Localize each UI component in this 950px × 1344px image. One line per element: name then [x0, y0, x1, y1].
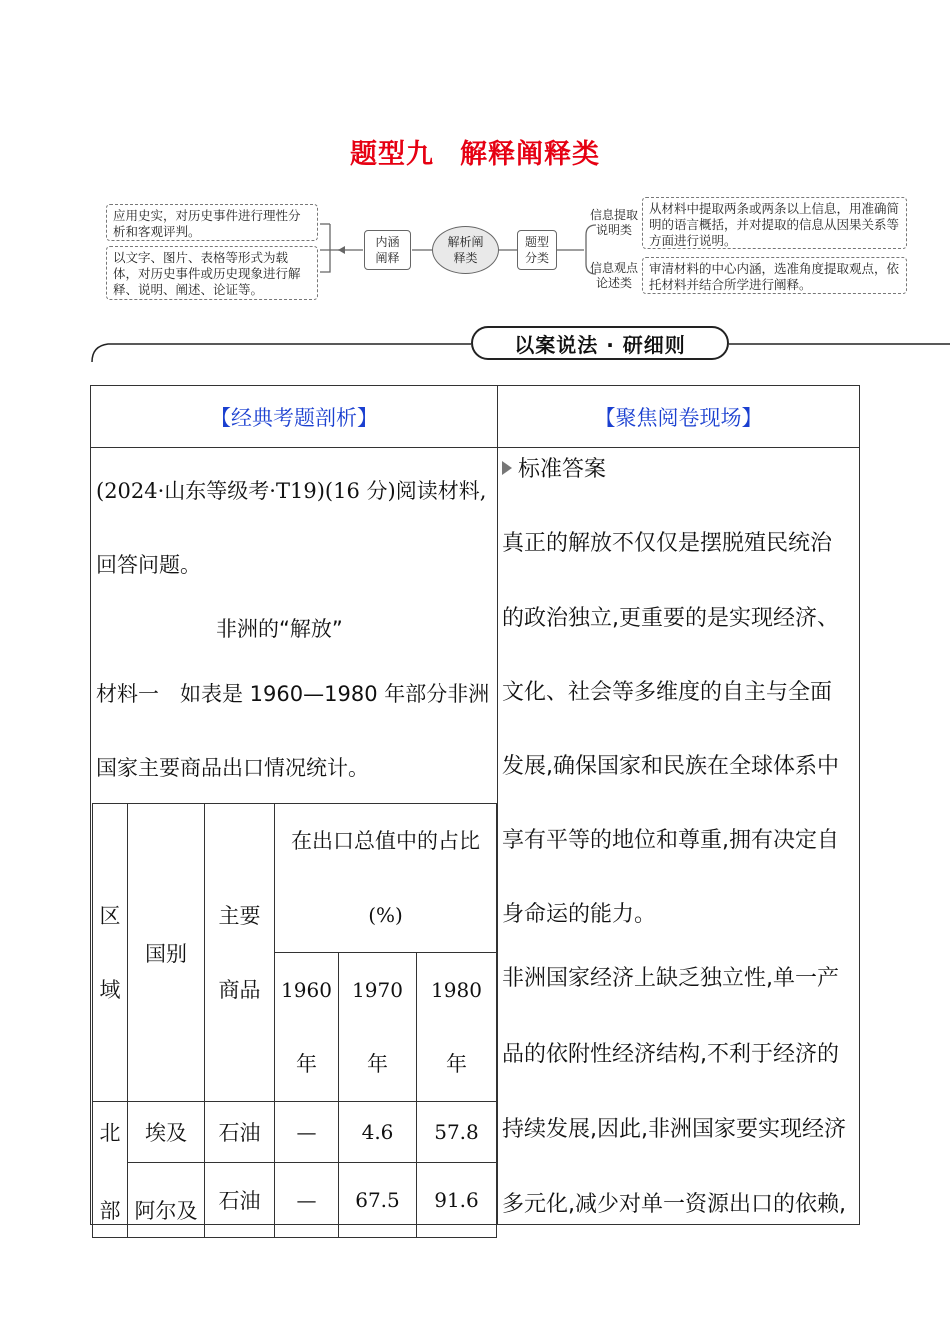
question-line: (2024·山东等级考·T19)(16 分)阅读材料,	[96, 479, 487, 503]
value-cell: 4.6	[339, 1102, 417, 1163]
answer-line: 的政治独立,更重要的是实现经济、	[502, 606, 839, 631]
node-tixing-label: 题型分类	[524, 235, 549, 265]
analysis-table	[90, 385, 860, 1225]
country-cell: 埃及	[128, 1102, 205, 1163]
header-region	[93, 804, 128, 1102]
header-divider	[91, 447, 859, 448]
right-column-header: 【聚焦阅卷现场】	[594, 405, 763, 430]
header-region-line: 域	[99, 977, 121, 1002]
export-data-table	[92, 803, 496, 1224]
banner-line	[0, 0, 950, 380]
answer-line: 文化、社会等多维度的自主与全面	[502, 680, 833, 705]
region-cell-bottom: 部	[93, 1163, 128, 1238]
answer-line: 身命运的能力。	[502, 902, 657, 927]
header-region-line: 区	[99, 903, 121, 928]
year-unit: 年	[446, 1052, 467, 1076]
year-label: 1970	[352, 978, 403, 1002]
node-neihan-label: 内涵阐释	[375, 235, 400, 265]
section-banner: 以案说法 · 研细则	[471, 326, 729, 360]
column-divider	[497, 386, 498, 1224]
header-goods-line: 商品	[218, 977, 261, 1002]
answer-line: 真正的解放不仅仅是摆脱殖民统治	[502, 531, 833, 556]
answer-line: 多元化,减少对单一资源出口的依赖,	[502, 1192, 846, 1217]
value-cell: —	[275, 1102, 339, 1163]
header-goods	[205, 804, 275, 1102]
region-cell-top: 北	[93, 1102, 128, 1163]
country-cell: 阿尔及	[128, 1163, 205, 1238]
answer-label-text: 标准答案	[518, 457, 607, 482]
answer-line: 发展,确保国家和民族在全球体系中	[502, 754, 839, 779]
title-part-1: 题型九	[350, 139, 434, 170]
year-unit: 年	[296, 1052, 317, 1076]
answer-line: 享有平等的地位和尊重,拥有决定自	[502, 828, 839, 853]
year-label: 1960	[281, 978, 332, 1002]
material-title: 非洲的“解放”	[216, 617, 343, 641]
answer-line: 非洲国家经济上缺乏独立性,单一产	[502, 966, 839, 991]
header-goods-line: 主要	[218, 903, 261, 928]
branch-1-label: 信息提取说明类	[589, 208, 638, 237]
title-part-2: 解释阐释类	[460, 139, 600, 170]
triangle-right-icon	[502, 461, 512, 475]
header-share	[275, 804, 497, 953]
year-label: 1980	[431, 978, 482, 1002]
branch-2-label: 信息观点论述类	[589, 261, 638, 290]
question-line: 材料一 如表是 1960—1980 年部分非洲	[96, 682, 490, 706]
value-cell: 91.6	[417, 1163, 497, 1238]
header-year-1970	[339, 953, 417, 1102]
value-cell: 57.8	[417, 1102, 497, 1163]
table-row	[93, 1163, 497, 1238]
question-line: 国家主要商品出口情况统计。	[96, 756, 369, 780]
table-row	[93, 1102, 497, 1163]
goods-cell: 石油	[205, 1102, 275, 1163]
value-cell: —	[275, 1163, 339, 1238]
header-country: 国别	[128, 804, 205, 1102]
mindmap-left-box-2: 以文字、图片、表格等形式为载体，对历史事件或历史现象进行解释、说明、阐述、论证等。	[106, 246, 318, 300]
year-unit: 年	[367, 1052, 388, 1076]
header-share-line: 在出口总值中的占比	[291, 829, 480, 853]
question-line: 回答问题。	[96, 553, 201, 577]
answer-line: 品的依附性经济结构,不利于经济的	[502, 1042, 839, 1067]
mindmap-right-box-1: 从材料中提取两条或两条以上信息，用准确简明的语言概括，并对提取的信息从因果关系等方面进行说明。	[642, 197, 907, 249]
value-cell: 67.5	[339, 1163, 417, 1238]
header-share-unit: (%)	[368, 903, 403, 927]
header-year-1960	[275, 953, 339, 1102]
mindmap-left-box-1: 应用史实，对历史事件进行理性分析和客观评判。	[106, 204, 318, 241]
answer-label	[502, 452, 606, 483]
answer-line: 持续发展,因此,非洲国家要实现经济	[502, 1117, 846, 1142]
left-column-header: 【经典考题剖析】	[210, 405, 378, 430]
header-year-1980	[417, 953, 497, 1102]
goods-cell: 石油	[205, 1163, 275, 1238]
mindmap-right-box-2: 审清材料的中心内涵，选准角度提取观点，依托材料并结合所学进行阐释。	[642, 257, 907, 294]
center-node-label: 解析阐释类	[447, 235, 484, 265]
